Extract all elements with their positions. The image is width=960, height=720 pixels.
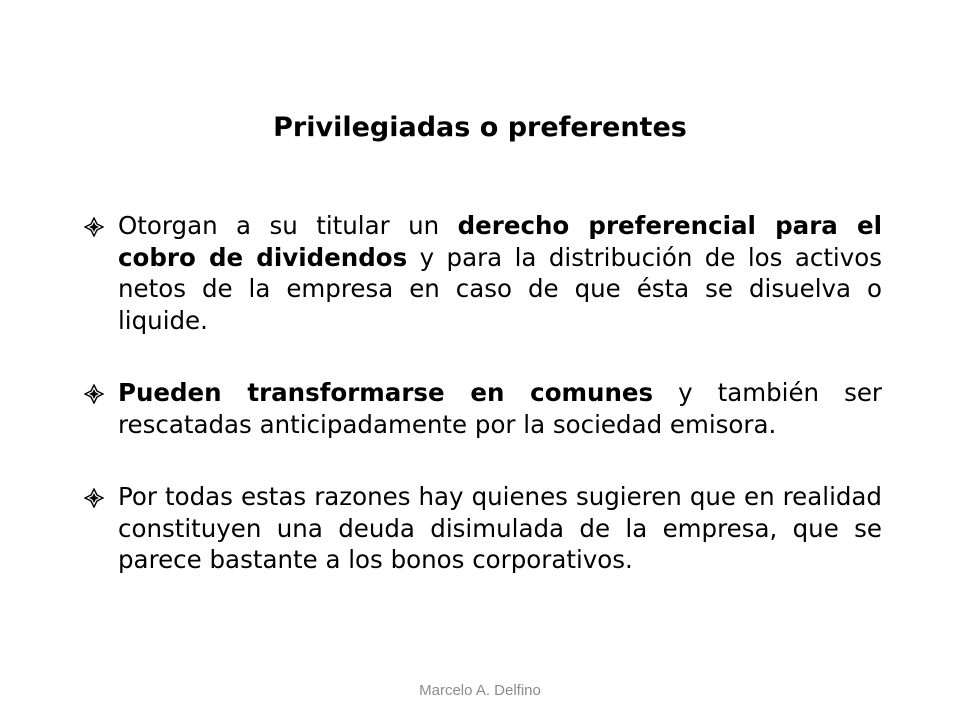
slide-title: Privilegiadas o preferentes — [273, 112, 687, 143]
bullet-item — [84, 377, 882, 440]
bullet-item — [84, 210, 882, 336]
bullet-text-plain: y para la distribución de los activos netos de la empresa en caso de que ésta se disuelva o liquide. — [118, 242, 882, 335]
diamond-bullet-icon — [84, 488, 104, 508]
diamond-bullet-icon — [84, 384, 104, 404]
bullet-item — [84, 481, 882, 576]
bullet-text-plain: y también ser rescatadas anticipadamente por la sociedad emisora. — [118, 378, 882, 439]
bullet-text-plain: Otorgan a su titular un — [118, 211, 458, 240]
diamond-bullet-icon — [84, 217, 104, 237]
bullet-list — [84, 210, 882, 576]
bullet-text-bold: derecho preferencial para el cobro de dividendos — [118, 211, 882, 272]
bullet-text-bold: Pueden transformarse en comunes — [118, 378, 654, 407]
footer-author: Marcelo A. Delfino — [419, 682, 541, 699]
bullet-text-plain: Por todas estas razones hay quienes sugieren que en realidad constituyen una deuda disimulada de la empresa, que se parece bastante a los bonos corporativos. — [118, 482, 882, 574]
